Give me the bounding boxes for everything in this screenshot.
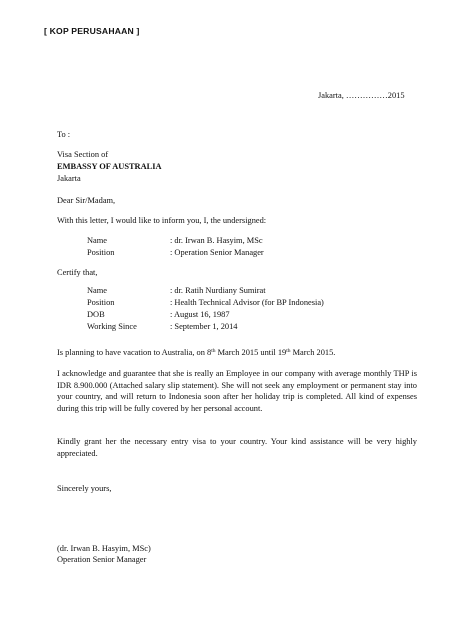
- signer-position-value: : Operation Senior Manager: [170, 248, 264, 257]
- request-paragraph: Kindly grant her the necessary entry visa to your country. Your kind assistance will be very highly appreciated.: [57, 437, 417, 458]
- employee-dob-label: DOB: [87, 310, 105, 319]
- employee-dob-value: : August 16, 1987: [170, 310, 230, 319]
- employee-position-value: : Health Technical Advisor (for BP Indonesia): [170, 298, 324, 307]
- plan-part-2: March 2015 until 19: [215, 348, 287, 357]
- signer-name-label: Name: [87, 236, 107, 245]
- signer-position-label: Position: [87, 248, 115, 257]
- intro-text: With this letter, I would like to inform you, I, the undersigned:: [57, 216, 267, 225]
- recipient-line-1: Visa Section of: [57, 150, 109, 159]
- salutation: Dear Sir/Madam,: [57, 196, 116, 205]
- to-label: To :: [57, 130, 71, 139]
- employee-position-label: Position: [87, 298, 115, 307]
- plan-part-3: March 2015.: [290, 348, 336, 357]
- letterhead-placeholder: [ KOP PERUSAHAAN ]: [44, 26, 140, 36]
- vacation-plan-text: [57, 348, 335, 358]
- employee-name-value: : dr. Ratih Nurdiany Sumirat: [170, 286, 266, 295]
- signature-name: (dr. Irwan B. Hasyim, MSc): [57, 544, 151, 553]
- signer-name-value: : dr. Irwan B. Hasyim, MSc: [170, 236, 263, 245]
- certify-text: Certify that,: [57, 268, 98, 277]
- plan-part-1: Is planning to have vacation to Australia, on 8: [57, 348, 212, 357]
- plan-superscript-1: th: [211, 348, 216, 354]
- recipient-line-2: EMBASSY OF AUSTRALIA: [57, 162, 162, 171]
- employee-working-since-value: : September 1, 2014: [170, 322, 238, 331]
- date-line: Jakarta, ……………2015: [318, 91, 405, 100]
- guarantee-paragraph: I acknowledge and guarantee that she is really an Employee in our company with average monthly THP is IDR 8.900.000 (Attached salary slip statement). She will not seek any employment or permanent stay into your country, and will return to Indonesia soon after her holiday trip is completed. All kind of expenses during this trip will be fully covered by her personal account.: [57, 369, 417, 413]
- employee-working-since-label: Working Since: [87, 322, 137, 331]
- signature-title: Operation Senior Manager: [57, 555, 147, 564]
- closing-text: Sincerely yours,: [57, 484, 112, 493]
- recipient-line-3: Jakarta: [57, 174, 81, 183]
- plan-superscript-2: th: [286, 348, 291, 354]
- employee-name-label: Name: [87, 286, 107, 295]
